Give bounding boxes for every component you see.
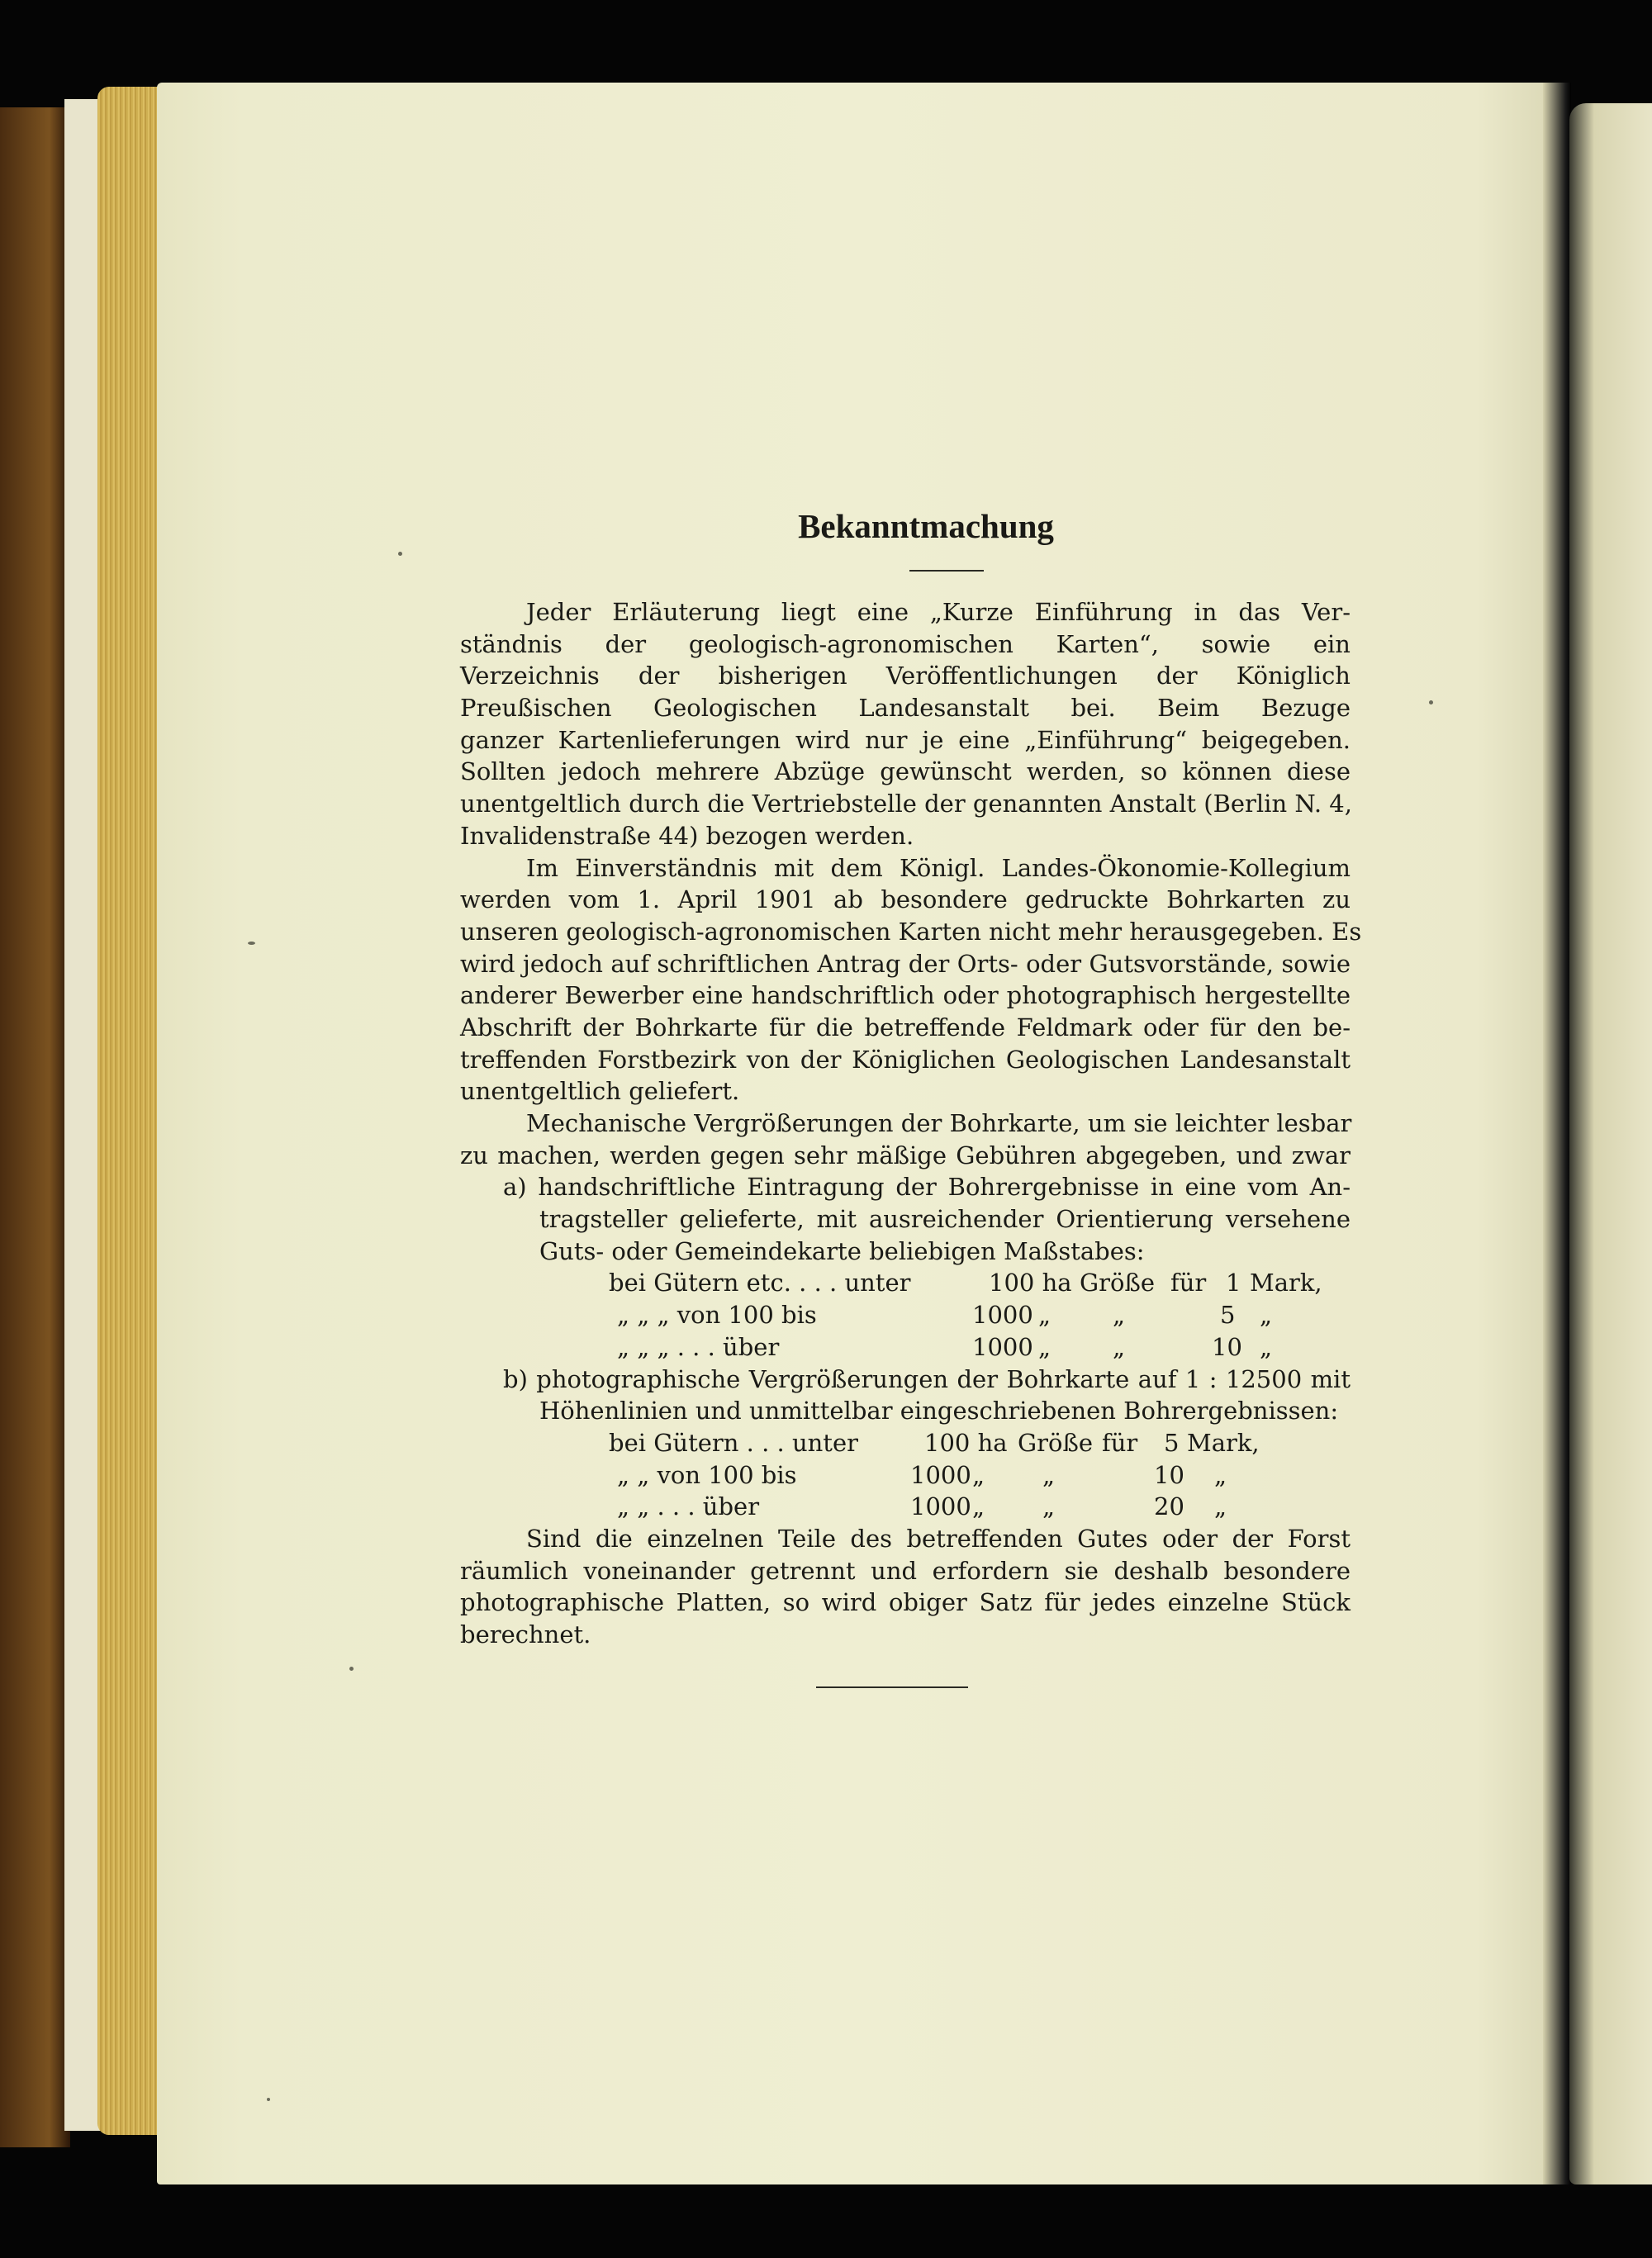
text-line: Verzeichnis der bisherigen Veröffentlichungen der Königlich	[460, 662, 1351, 690]
text-line: ständnis der geologisch-agronomischen Karten“, sowie ein	[460, 629, 1351, 658]
text-line: werden vom 1. April 1901 ab besondere gedruckte Bohrkarten zu	[460, 885, 1351, 914]
price-amount: 20	[1154, 1492, 1184, 1521]
price-desc: „ „ . . . über	[617, 1492, 760, 1521]
text-line: Sind die einzelnen Teile des betreffenden Gutes oder der Forst	[526, 1524, 1351, 1553]
paper-speck	[267, 2098, 270, 2101]
facing-page-edge	[1569, 103, 1652, 2184]
price-unit: Mark,	[1250, 1269, 1322, 1297]
price-for: für	[1102, 1428, 1138, 1457]
text-line: Guts- oder Gemeindekarte beliebigen Maßstabes:	[539, 1236, 1145, 1265]
price-amount: 10	[1154, 1460, 1184, 1489]
paragraph-1	[460, 596, 1351, 852]
price-size: „	[1038, 1301, 1051, 1330]
page-title: Bekanntmachung	[798, 507, 1054, 545]
text-line: unentgeltlich durch die Vertriebstelle der genannten Anstalt (Berlin N. 4,	[460, 790, 1352, 818]
price-area: 1000	[972, 1332, 1033, 1361]
price-size: „	[1038, 1332, 1051, 1361]
price-desc: bei Gütern . . . unter	[609, 1428, 858, 1457]
paragraph-3	[460, 1108, 1351, 1171]
text-line: a) handschriftliche Eintragung der Bohrergebnisse in eine vom An-	[503, 1173, 1351, 1202]
text-line: Im Einverständnis mit dem Königl. Landes-Ökonomie-Kollegium	[526, 853, 1351, 882]
price-amount: 10	[1212, 1332, 1242, 1361]
item-b	[460, 1364, 1351, 1427]
item-a	[460, 1171, 1351, 1267]
book-gutter	[1543, 83, 1571, 2184]
price-desc: „ „ von 100 bis	[617, 1460, 797, 1489]
price-area: 1000	[972, 1301, 1033, 1330]
text-line: ganzer Kartenlieferungen wird nur je eine „Einführung“ beigegeben.	[460, 725, 1351, 754]
price-desc: „ „ „ von 100 bis	[617, 1301, 817, 1330]
price-row	[460, 1331, 1351, 1364]
text-line: b) photographische Vergrößerungen der Bohrkarte auf 1 : 12500 mit	[503, 1364, 1351, 1393]
price-for: für	[1170, 1269, 1207, 1297]
text-line: Abschrift der Bohrkarte für die betreffende Feldmark oder für den be-	[460, 1013, 1351, 1041]
text-line: unentgeltlich geliefert.	[460, 1077, 740, 1106]
price-desc: „ „ „ . . . über	[617, 1332, 780, 1361]
text-line: wird jedoch auf schriftlichen Antrag der Orts- oder Gutsvorstände, sowie	[460, 949, 1351, 978]
price-row	[460, 1459, 1351, 1492]
price-desc: bei Gütern etc. . . . unter	[609, 1269, 911, 1297]
book-cover-edge	[0, 107, 70, 2147]
notice-text-block	[460, 505, 1362, 1651]
price-row	[460, 1299, 1351, 1331]
price-area: 1000	[910, 1492, 971, 1521]
text-line: berechnet.	[460, 1620, 591, 1648]
price-for: „	[1042, 1492, 1056, 1521]
text-line: zu machen, werden gegen sehr mäßige Gebühren abgegeben, und zwar	[460, 1141, 1351, 1169]
price-for: „	[1042, 1460, 1056, 1489]
price-size: Größe	[1018, 1428, 1094, 1457]
paper-speck	[349, 1667, 354, 1671]
price-table-a	[460, 1267, 1351, 1363]
text-line: photographische Platten, so wird obiger Satz für jedes einzelne Stück	[460, 1588, 1351, 1617]
text-line: unseren geologisch-agronomischen Karten nicht mehr herausgegeben. Es	[460, 917, 1362, 946]
price-row	[460, 1267, 1351, 1299]
paragraph-2	[460, 852, 1362, 1108]
price-for: „	[1113, 1301, 1126, 1330]
price-table-b	[460, 1427, 1351, 1523]
price-size: „	[972, 1492, 985, 1521]
paper-speck	[248, 942, 255, 945]
price-unit: Mark,	[1187, 1428, 1260, 1457]
text-line: Jeder Erläuterung liegt eine „Kurze Einführung in das Ver-	[526, 598, 1351, 626]
text-line: Sollten jedoch mehrere Abzüge gewünscht werden, so können diese	[460, 757, 1351, 786]
price-area: 100 ha	[989, 1269, 1072, 1297]
text-line: Preußischen Geologischen Landesanstalt bei. Beim Bezuge	[460, 694, 1351, 723]
text-line: tragsteller gelieferte, mit ausreichender Orientierung versehene	[539, 1205, 1351, 1234]
text-line: anderer Bewerber eine handschriftlich oder photographisch hergestellte	[460, 981, 1351, 1010]
price-amount: 5	[1164, 1428, 1180, 1457]
price-for: „	[1113, 1332, 1126, 1361]
text-line: Höhenlinien und unmittelbar eingeschriebenen Bohrergebnissen:	[539, 1397, 1339, 1425]
price-size: Größe	[1080, 1269, 1156, 1297]
text-line: Mechanische Vergrößerungen der Bohrkarte, um sie leichter lesbar	[526, 1109, 1352, 1137]
price-size: „	[972, 1460, 985, 1489]
text-line: räumlich voneinander getrennt und erfordern sie deshalb besondere	[460, 1556, 1351, 1585]
paper-speck	[398, 552, 402, 556]
price-area: 1000	[910, 1460, 971, 1489]
closing-rule	[816, 1686, 968, 1688]
price-row	[460, 1427, 1351, 1459]
price-amount: 5	[1220, 1301, 1236, 1330]
price-row	[460, 1491, 1351, 1523]
price-unit: „	[1214, 1492, 1227, 1521]
paragraph-4	[460, 1523, 1351, 1651]
title-divider	[909, 570, 984, 572]
price-amount: 1	[1226, 1269, 1241, 1297]
price-area: 100 ha	[924, 1428, 1008, 1457]
paper-speck	[1429, 700, 1433, 704]
price-unit: „	[1260, 1301, 1273, 1330]
text-line: treffenden Forstbezirk von der Königlichen Geologischen Landesanstalt	[460, 1045, 1351, 1074]
price-unit: „	[1214, 1460, 1227, 1489]
price-unit: „	[1260, 1332, 1273, 1361]
text-line: Invalidenstraße 44) bezogen werden.	[460, 821, 914, 850]
